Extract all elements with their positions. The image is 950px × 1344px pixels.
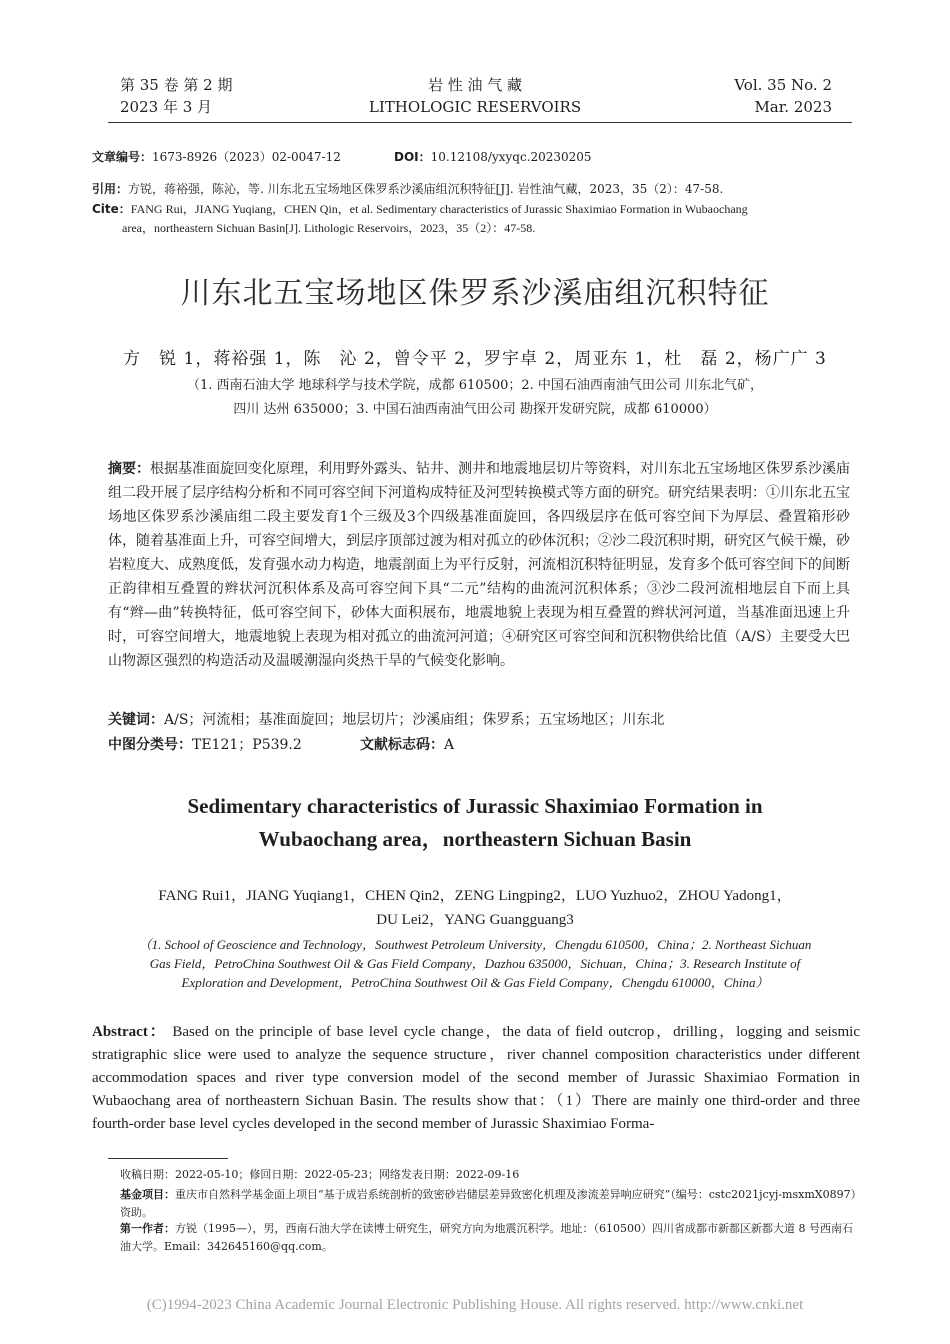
abstract-cn [108, 457, 850, 673]
title-en [0, 790, 950, 856]
article-meta [92, 148, 858, 167]
doc-code-value: A [444, 737, 455, 753]
doc-code-label: 文献标志码： [360, 737, 444, 753]
publish-date: 2023 年 3 月 [120, 98, 213, 116]
citation-en-line1: FANG Rui，JIANG Yuqiang，CHEN Qin，et al. Sedimentary characteristics of Jurassic Shaximiao Formation in Wubaochang [130, 202, 748, 216]
abstract-en [92, 1021, 860, 1136]
authors-en [0, 884, 950, 932]
journal-name-cn: 岩 性 油 气 藏 [427, 76, 523, 94]
keywords-cn [108, 710, 664, 730]
citation-en-label: Cite： [92, 202, 131, 216]
citation-en [92, 200, 860, 238]
abstract-en-text: Based on the principle of base level cycle change，the data of field outcrop，drilling，logging and seismic stratigraphic slice were used to analyze the sequence structure，river channel composition characteristics under different accommodation spaces and river type conversion model of the second member of Jurassic Shaximiao Formation in Wubaochang area of northeastern Sichuan Basin. The results show that：（1）There are mainly one third-order and three fourth-order base level cycles developed in the second member of Jurassic Shaximiao Forma- [92, 1024, 860, 1132]
doi-label: DOI： [394, 150, 431, 164]
citation-cn-label: 引用： [92, 182, 129, 196]
authors-cn: 方 锐 1，蒋裕强 1，陈 沁 2，曾令平 2，罗宇卓 2，周亚东 1，杜 磊 2，杨广广 3 [123, 349, 827, 369]
affiliations-en-line1: （1. School of Geoscience and Technology，Southwest Petroleum University，Chengdu 610500，China；2. Northeast Sichuan [138, 937, 812, 952]
affiliations-cn [108, 374, 842, 422]
title-en-line2: Wubaochang area，northeastern Sichuan Basin [258, 827, 692, 851]
affiliations-cn-line1: （1. 西南石油大学 地球科学与技术学院，成都 610500；2. 中国石油西南油气田公司 川东北气矿， [186, 378, 764, 393]
clc-value: TE121；P539.2 [192, 737, 302, 753]
footnote-fund [120, 1186, 860, 1222]
date-en: Mar. 2023 [754, 98, 832, 116]
footnote-author [120, 1220, 860, 1256]
footnote-divider [108, 1158, 228, 1159]
doi-value: 10.12108/yxyqc.20230205 [430, 150, 592, 164]
keywords-cn-text: A/S；河流相；基准面旋回；地层切片；沙溪庙组；侏罗系；五宝场地区；川东北 [164, 712, 665, 728]
abstract-en-label: Abstract： [92, 1024, 167, 1040]
doi [394, 148, 592, 167]
title-cn: 川东北五宝场地区侏罗系沙溪庙组沉积特征 [180, 276, 770, 311]
affiliations-en-line3: Exploration and Development，PetroChina Southwest Oil & Gas Field Company，Chengdu 610000，China） [181, 975, 769, 990]
journal-volume-en [734, 74, 832, 118]
citation-cn-text: 方锐，蒋裕强，陈沁，等. 川东北五宝场地区侏罗系沙溪庙组沉积特征[J]. 岩性油气藏，2023，35（2）：47-58. [128, 182, 724, 196]
authors-en-line2: DU Lei2，YANG Guangguang3 [376, 912, 574, 928]
abstract-cn-text: 根据基准面旋回变化原理，利用野外露头、钻井、测井和地震地层切片等资料，对川东北五宝场地区侏罗系沙溪庙组二段开展了层序结构分析和不同可容空间下河道构成特征及河型转换模式等方面的研究。研究结果表明：①川东北五宝场地区侏罗系沙溪庙组二段主要发育1个三级及3个四级基准面旋回，各四级层序在低可容空间下为厚层、叠置箱形砂体，随着基准面上升，可容空间增大，到层序顶部过渡为相对孤立的砂体沉积；②沙二段沉积时期，研究区气候干燥，砂岩粒度大、成熟度低，发育强水动力构造，地震剖面上为平行反射，河流相沉积特征明显，发育多个低可容空间下的间断正韵律相互叠置的辫状河沉积体系及高可容空间下具“二元”结构的曲流河沉积体系；③沙二段河流相地层自下而上具有“辫—曲”转换特征，低可容空间下，砂体大面积展布，地震地貌上表现为相互叠置的辫状河河道，当基准面迅速上升时，可容空间增大，地震地貌上表现为相对孤立的曲流河河道；④研究区可容空间和沉积物供给比值（A/S）主要受大巴山物源区强烈的构造活动及温暖潮湿向炎热干旱的气候变化影响。 [108, 461, 850, 669]
journal-name-en: LITHOLOGIC RESERVOIRS [368, 98, 582, 116]
doc-code [360, 735, 454, 755]
affiliations-en-line2: Gas Field，PetroChina Southwest Oil & Gas Field Company，Dazhou 635000，Sichuan，China；3. Research Institute of [149, 956, 801, 971]
keywords-cn-label: 关键词： [108, 712, 164, 728]
affiliations-en [112, 935, 838, 992]
authors-en-line1: FANG Rui1，JIANG Yuqiang1，CHEN Qin2，ZENG Lingping2，LUO Yuzhuo2，ZHOU Yadong1， [158, 888, 792, 904]
volume-en: Vol. 35 No. 2 [734, 76, 832, 94]
fund-text: 重庆市自然科学基金面上项目“基于成岩系统剖析的致密砂岩储层差异致密化机理及渗流差异响应研究”（编号：cstc2021jcyj-msxmX0897）资助。 [120, 1188, 857, 1219]
first-author-label: 第一作者： [120, 1222, 175, 1235]
affiliations-cn-line2: 四川 达州 635000；3. 中国石油西南油气田公司 勘探开发研究院，成都 610000） [233, 402, 717, 417]
title-en-line1: Sedimentary characteristics of Jurassic Shaximiao Formation in [187, 794, 763, 818]
fund-label: 基金项目： [120, 1188, 175, 1201]
article-no-label: 文章编号： [92, 150, 153, 164]
volume-issue: 第 35 卷 第 2 期 [120, 76, 233, 94]
footnote-dates: 收稿日期：2022-05-10；修回日期：2022-05-23；网络发表日期：2022-09-16 [120, 1168, 520, 1181]
abstract-cn-label: 摘要： [108, 461, 150, 477]
copyright-watermark: (C)1994-2023 China Academic Journal Electronic Publishing House. All rights reserved. http://www.cnki.net [146, 1297, 804, 1313]
header-divider [108, 122, 852, 123]
clc-label: 中图分类号： [108, 737, 192, 753]
citation-cn [92, 180, 858, 199]
classification [108, 735, 850, 755]
first-author-text: 方锐（1995—），男，西南石油大学在读博士研究生，研究方向为地震沉积学。地址：（610500）四川省成都市新都区新都大道 8 号西南石油大学。Email：342645160@qq.com。 [120, 1222, 853, 1253]
citation-en-line2: area，northeastern Sichuan Basin[J]. Lithologic Reservoirs，2023，35（2）：47-58. [122, 221, 536, 235]
article-no: 1673-8926（2023）02-0047-12 [152, 150, 341, 164]
